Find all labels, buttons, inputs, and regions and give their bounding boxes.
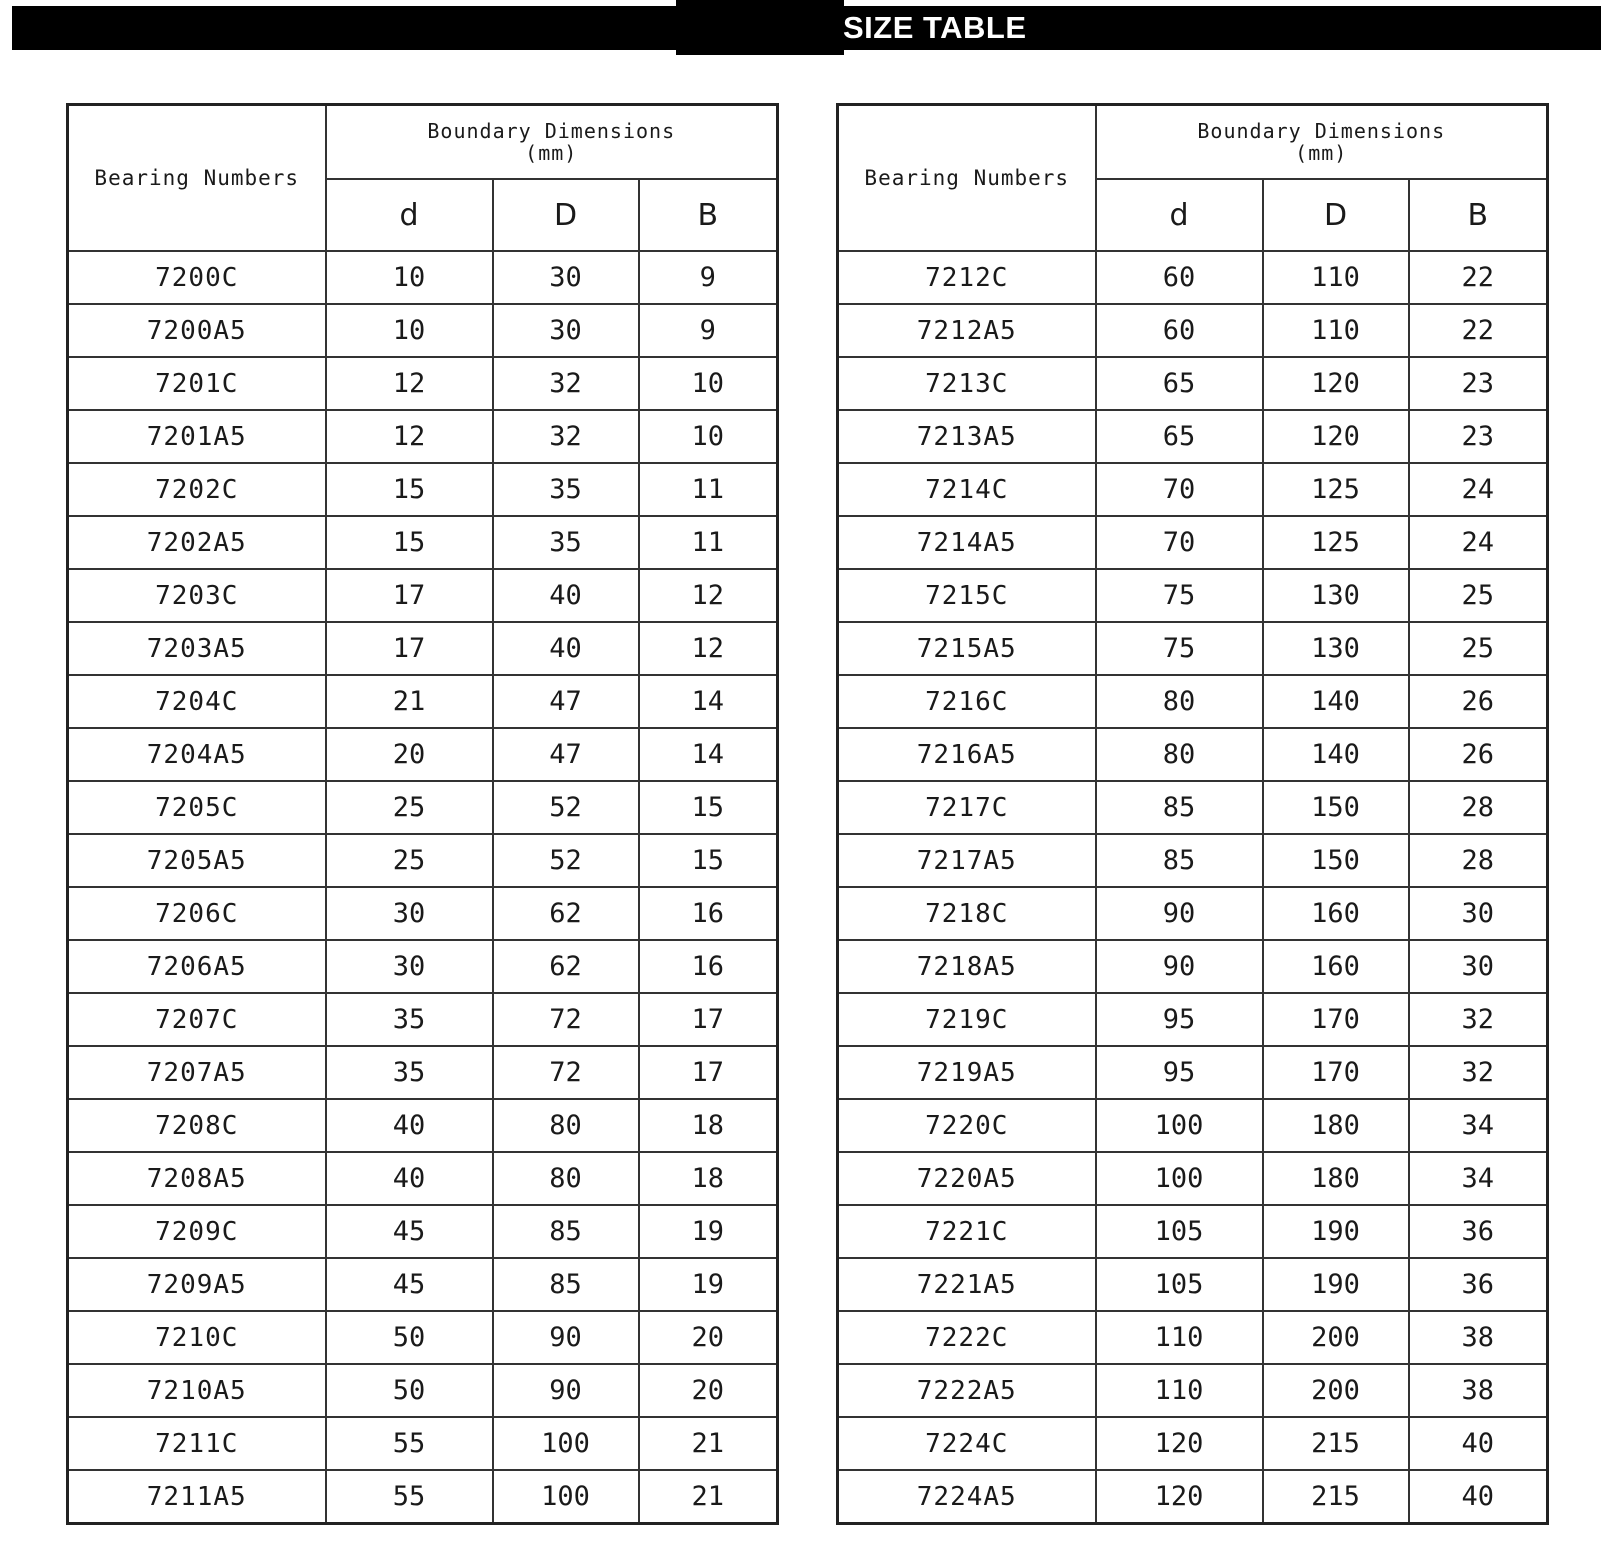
bearing-number-cell: 7200C <box>68 251 326 304</box>
bearing-number-cell: 7208C <box>68 1099 326 1152</box>
table-row <box>838 1046 1548 1099</box>
outer-D-cell: 62 <box>493 887 639 940</box>
table-body-left <box>68 251 778 1524</box>
outer-D-cell: 150 <box>1263 834 1409 887</box>
bearing-number-cell: 7206A5 <box>68 940 326 993</box>
bearing-numbers-header: Bearing Numbers <box>838 105 1096 252</box>
bearing-number-cell: 7204A5 <box>68 728 326 781</box>
bore-d-cell: 50 <box>326 1311 493 1364</box>
width-B-cell: 34 <box>1409 1152 1548 1205</box>
bore-d-cell: 60 <box>1096 251 1263 304</box>
bearing-number-cell: 7210A5 <box>68 1364 326 1417</box>
bore-d-cell: 120 <box>1096 1470 1263 1524</box>
width-B-cell: 32 <box>1409 993 1548 1046</box>
width-B-cell: 17 <box>639 993 778 1046</box>
table-row <box>68 1046 778 1099</box>
boundary-dimensions-label: Boundary Dimensions <box>427 119 676 143</box>
width-B-cell: 40 <box>1409 1470 1548 1524</box>
outer-D-cell: 215 <box>1263 1470 1409 1524</box>
bearing-number-cell: 7210C <box>68 1311 326 1364</box>
width-B-cell: 19 <box>639 1258 778 1311</box>
width-B-cell: 16 <box>639 940 778 993</box>
bearing-numbers-header: Bearing Numbers <box>68 105 326 252</box>
outer-D-cell: 62 <box>493 940 639 993</box>
bearing-number-cell: 7224A5 <box>838 1470 1096 1524</box>
table-row <box>838 675 1548 728</box>
width-B-cell: 16 <box>639 887 778 940</box>
outer-D-cell: 32 <box>493 410 639 463</box>
bearing-number-cell: 7204C <box>68 675 326 728</box>
table-row <box>838 834 1548 887</box>
table-row <box>838 1205 1548 1258</box>
table-row <box>838 940 1548 993</box>
width-B-cell: 23 <box>1409 357 1548 410</box>
width-B-cell: 30 <box>1409 887 1548 940</box>
width-B-cell: 20 <box>639 1311 778 1364</box>
table-row <box>838 251 1548 304</box>
outer-D-cell: 72 <box>493 1046 639 1099</box>
table-row <box>838 1470 1548 1524</box>
table-row <box>68 410 778 463</box>
bore-d-cell: 15 <box>326 463 493 516</box>
boundary-dimensions-header <box>326 105 778 180</box>
outer-D-cell: 130 <box>1263 622 1409 675</box>
outer-D-cell: 150 <box>1263 781 1409 834</box>
bore-d-cell: 20 <box>326 728 493 781</box>
width-B-cell: 19 <box>639 1205 778 1258</box>
outer-D-cell: 180 <box>1263 1152 1409 1205</box>
outer-D-cell: 52 <box>493 834 639 887</box>
table-row <box>68 304 778 357</box>
bearing-number-cell: 7219A5 <box>838 1046 1096 1099</box>
bearing-number-cell: 7214A5 <box>838 516 1096 569</box>
outer-D-cell: 170 <box>1263 993 1409 1046</box>
width-B-cell: 15 <box>639 781 778 834</box>
outer-D-cell: 190 <box>1263 1258 1409 1311</box>
table-row <box>68 993 778 1046</box>
bearing-number-cell: 7201C <box>68 357 326 410</box>
table-row <box>838 1099 1548 1152</box>
width-B-cell: 21 <box>639 1417 778 1470</box>
bore-d-cell: 35 <box>326 1046 493 1099</box>
table-row <box>68 1364 778 1417</box>
unit-label: (mm) <box>1295 141 1348 165</box>
bearing-number-cell: 7209A5 <box>68 1258 326 1311</box>
table-row <box>838 887 1548 940</box>
outer-D-cell: 40 <box>493 622 639 675</box>
outer-D-cell: 80 <box>493 1152 639 1205</box>
table-row <box>68 1417 778 1470</box>
outer-D-cell: 100 <box>493 1417 639 1470</box>
bore-d-cell: 55 <box>326 1417 493 1470</box>
outer-D-cell: 160 <box>1263 887 1409 940</box>
outer-D-cell: 125 <box>1263 463 1409 516</box>
page-title: SIZE TABLE <box>843 10 1027 45</box>
table-row <box>68 622 778 675</box>
column-header-D-outer: D <box>1263 179 1409 251</box>
bore-d-cell: 95 <box>1096 993 1263 1046</box>
outer-D-cell: 190 <box>1263 1205 1409 1258</box>
table-row <box>68 1099 778 1152</box>
width-B-cell: 36 <box>1409 1205 1548 1258</box>
bore-d-cell: 25 <box>326 781 493 834</box>
width-B-cell: 26 <box>1409 675 1548 728</box>
bore-d-cell: 90 <box>1096 887 1263 940</box>
bearing-number-cell: 7205C <box>68 781 326 834</box>
table-row <box>68 1205 778 1258</box>
bearing-number-cell: 7222C <box>838 1311 1096 1364</box>
bearing-number-cell: 7208A5 <box>68 1152 326 1205</box>
table-row <box>68 251 778 304</box>
title-banner-tab <box>676 0 844 55</box>
outer-D-cell: 35 <box>493 516 639 569</box>
outer-D-cell: 200 <box>1263 1311 1409 1364</box>
outer-D-cell: 110 <box>1263 304 1409 357</box>
table-row <box>838 304 1548 357</box>
width-B-cell: 32 <box>1409 1046 1548 1099</box>
outer-D-cell: 110 <box>1263 251 1409 304</box>
outer-D-cell: 90 <box>493 1364 639 1417</box>
bore-d-cell: 45 <box>326 1258 493 1311</box>
table-row <box>838 516 1548 569</box>
width-B-cell: 12 <box>639 569 778 622</box>
table-row <box>838 1417 1548 1470</box>
table-row <box>838 781 1548 834</box>
bore-d-cell: 105 <box>1096 1258 1263 1311</box>
outer-D-cell: 80 <box>493 1099 639 1152</box>
outer-D-cell: 140 <box>1263 675 1409 728</box>
column-header-B-width: B <box>1409 179 1548 251</box>
table-row <box>68 940 778 993</box>
table-row <box>838 622 1548 675</box>
width-B-cell: 9 <box>639 251 778 304</box>
bearing-number-cell: 7214C <box>838 463 1096 516</box>
bearing-number-cell: 7224C <box>838 1417 1096 1470</box>
table-row <box>838 410 1548 463</box>
table-row <box>838 728 1548 781</box>
bore-d-cell: 95 <box>1096 1046 1263 1099</box>
width-B-cell: 38 <box>1409 1311 1548 1364</box>
table-row <box>838 1364 1548 1417</box>
width-B-cell: 38 <box>1409 1364 1548 1417</box>
table-row <box>68 1258 778 1311</box>
width-B-cell: 28 <box>1409 781 1548 834</box>
bore-d-cell: 40 <box>326 1099 493 1152</box>
bearing-number-cell: 7207A5 <box>68 1046 326 1099</box>
bore-d-cell: 65 <box>1096 410 1263 463</box>
bearing-number-cell: 7202A5 <box>68 516 326 569</box>
header-row <box>68 105 778 180</box>
table-row <box>838 357 1548 410</box>
table-row <box>68 516 778 569</box>
width-B-cell: 34 <box>1409 1099 1548 1152</box>
bore-d-cell: 45 <box>326 1205 493 1258</box>
outer-D-cell: 40 <box>493 569 639 622</box>
bore-d-cell: 90 <box>1096 940 1263 993</box>
bore-d-cell: 35 <box>326 993 493 1046</box>
outer-D-cell: 32 <box>493 357 639 410</box>
bearing-number-cell: 7212A5 <box>838 304 1096 357</box>
table-row <box>68 1311 778 1364</box>
table-row <box>68 781 778 834</box>
bore-d-cell: 25 <box>326 834 493 887</box>
outer-D-cell: 30 <box>493 251 639 304</box>
outer-D-cell: 30 <box>493 304 639 357</box>
width-B-cell: 30 <box>1409 940 1548 993</box>
width-B-cell: 17 <box>639 1046 778 1099</box>
bearing-number-cell: 7221A5 <box>838 1258 1096 1311</box>
outer-D-cell: 72 <box>493 993 639 1046</box>
table-row <box>68 728 778 781</box>
column-header-d-inner: d <box>1096 179 1263 251</box>
bearing-number-cell: 7218A5 <box>838 940 1096 993</box>
bearing-number-cell: 7213A5 <box>838 410 1096 463</box>
outer-D-cell: 130 <box>1263 569 1409 622</box>
column-header-B-width: B <box>639 179 778 251</box>
width-B-cell: 11 <box>639 516 778 569</box>
bore-d-cell: 75 <box>1096 622 1263 675</box>
size-table-left <box>66 103 779 1525</box>
bearing-number-cell: 7201A5 <box>68 410 326 463</box>
bore-d-cell: 17 <box>326 569 493 622</box>
bearing-number-cell: 7219C <box>838 993 1096 1046</box>
bore-d-cell: 15 <box>326 516 493 569</box>
width-B-cell: 14 <box>639 728 778 781</box>
bearing-number-cell: 7203C <box>68 569 326 622</box>
width-B-cell: 11 <box>639 463 778 516</box>
bearing-number-cell: 7211A5 <box>68 1470 326 1524</box>
bore-d-cell: 70 <box>1096 516 1263 569</box>
header-row <box>838 105 1548 180</box>
bore-d-cell: 40 <box>326 1152 493 1205</box>
width-B-cell: 40 <box>1409 1417 1548 1470</box>
width-B-cell: 25 <box>1409 569 1548 622</box>
bore-d-cell: 30 <box>326 887 493 940</box>
boundary-dimensions-header <box>1096 105 1548 180</box>
bore-d-cell: 100 <box>1096 1099 1263 1152</box>
outer-D-cell: 120 <box>1263 357 1409 410</box>
bore-d-cell: 70 <box>1096 463 1263 516</box>
bearing-number-cell: 7218C <box>838 887 1096 940</box>
bore-d-cell: 65 <box>1096 357 1263 410</box>
bore-d-cell: 60 <box>1096 304 1263 357</box>
outer-D-cell: 160 <box>1263 940 1409 993</box>
unit-label: (mm) <box>525 141 578 165</box>
bore-d-cell: 30 <box>326 940 493 993</box>
bearing-number-cell: 7213C <box>838 357 1096 410</box>
table-row <box>68 463 778 516</box>
column-header-d-inner: d <box>326 179 493 251</box>
bore-d-cell: 80 <box>1096 728 1263 781</box>
bore-d-cell: 105 <box>1096 1205 1263 1258</box>
width-B-cell: 9 <box>639 304 778 357</box>
outer-D-cell: 170 <box>1263 1046 1409 1099</box>
bore-d-cell: 10 <box>326 251 493 304</box>
table-row <box>68 887 778 940</box>
table-row <box>838 1258 1548 1311</box>
size-table-right <box>836 103 1549 1525</box>
outer-D-cell: 100 <box>493 1470 639 1524</box>
bearing-number-cell: 7221C <box>838 1205 1096 1258</box>
bore-d-cell: 12 <box>326 410 493 463</box>
table-row <box>838 993 1548 1046</box>
bearing-number-cell: 7222A5 <box>838 1364 1096 1417</box>
table-row <box>68 1152 778 1205</box>
table-row <box>838 1152 1548 1205</box>
width-B-cell: 10 <box>639 410 778 463</box>
bore-d-cell: 21 <box>326 675 493 728</box>
bearing-number-cell: 7205A5 <box>68 834 326 887</box>
width-B-cell: 21 <box>639 1470 778 1524</box>
outer-D-cell: 90 <box>493 1311 639 1364</box>
outer-D-cell: 47 <box>493 675 639 728</box>
table-row <box>838 569 1548 622</box>
bearing-number-cell: 7217C <box>838 781 1096 834</box>
bore-d-cell: 10 <box>326 304 493 357</box>
table-row <box>68 569 778 622</box>
width-B-cell: 18 <box>639 1099 778 1152</box>
bearing-number-cell: 7216A5 <box>838 728 1096 781</box>
width-B-cell: 20 <box>639 1364 778 1417</box>
outer-D-cell: 52 <box>493 781 639 834</box>
bore-d-cell: 50 <box>326 1364 493 1417</box>
bearing-number-cell: 7220A5 <box>838 1152 1096 1205</box>
outer-D-cell: 120 <box>1263 410 1409 463</box>
bearing-number-cell: 7216C <box>838 675 1096 728</box>
outer-D-cell: 180 <box>1263 1099 1409 1152</box>
bearing-number-cell: 7220C <box>838 1099 1096 1152</box>
width-B-cell: 24 <box>1409 463 1548 516</box>
bearing-number-cell: 7200A5 <box>68 304 326 357</box>
bore-d-cell: 85 <box>1096 834 1263 887</box>
width-B-cell: 23 <box>1409 410 1548 463</box>
outer-D-cell: 35 <box>493 463 639 516</box>
bore-d-cell: 110 <box>1096 1364 1263 1417</box>
bearing-number-cell: 7207C <box>68 993 326 1046</box>
outer-D-cell: 140 <box>1263 728 1409 781</box>
boundary-dimensions-label: Boundary Dimensions <box>1197 119 1446 143</box>
width-B-cell: 10 <box>639 357 778 410</box>
width-B-cell: 25 <box>1409 622 1548 675</box>
bore-d-cell: 80 <box>1096 675 1263 728</box>
bearing-number-cell: 7215A5 <box>838 622 1096 675</box>
bearing-number-cell: 7215C <box>838 569 1096 622</box>
bore-d-cell: 12 <box>326 357 493 410</box>
table-row <box>68 1470 778 1524</box>
bearing-number-cell: 7212C <box>838 251 1096 304</box>
bore-d-cell: 110 <box>1096 1311 1263 1364</box>
bearing-number-cell: 7206C <box>68 887 326 940</box>
table-row <box>68 834 778 887</box>
width-B-cell: 36 <box>1409 1258 1548 1311</box>
outer-D-cell: 215 <box>1263 1417 1409 1470</box>
bore-d-cell: 85 <box>1096 781 1263 834</box>
width-B-cell: 18 <box>639 1152 778 1205</box>
width-B-cell: 24 <box>1409 516 1548 569</box>
outer-D-cell: 47 <box>493 728 639 781</box>
bore-d-cell: 55 <box>326 1470 493 1524</box>
outer-D-cell: 85 <box>493 1205 639 1258</box>
table-body-right <box>838 251 1548 1524</box>
width-B-cell: 28 <box>1409 834 1548 887</box>
width-B-cell: 22 <box>1409 304 1548 357</box>
bore-d-cell: 75 <box>1096 569 1263 622</box>
width-B-cell: 14 <box>639 675 778 728</box>
bore-d-cell: 120 <box>1096 1417 1263 1470</box>
bore-d-cell: 100 <box>1096 1152 1263 1205</box>
bore-d-cell: 17 <box>326 622 493 675</box>
bearing-number-cell: 7209C <box>68 1205 326 1258</box>
table-row <box>68 675 778 728</box>
bearing-number-cell: 7202C <box>68 463 326 516</box>
table-row <box>838 463 1548 516</box>
bearing-number-cell: 7211C <box>68 1417 326 1470</box>
bearing-number-cell: 7203A5 <box>68 622 326 675</box>
table-row <box>838 1311 1548 1364</box>
width-B-cell: 12 <box>639 622 778 675</box>
column-header-D-outer: D <box>493 179 639 251</box>
outer-D-cell: 200 <box>1263 1364 1409 1417</box>
bearing-number-cell: 7217A5 <box>838 834 1096 887</box>
width-B-cell: 26 <box>1409 728 1548 781</box>
width-B-cell: 15 <box>639 834 778 887</box>
outer-D-cell: 85 <box>493 1258 639 1311</box>
width-B-cell: 22 <box>1409 251 1548 304</box>
table-row <box>68 357 778 410</box>
outer-D-cell: 125 <box>1263 516 1409 569</box>
